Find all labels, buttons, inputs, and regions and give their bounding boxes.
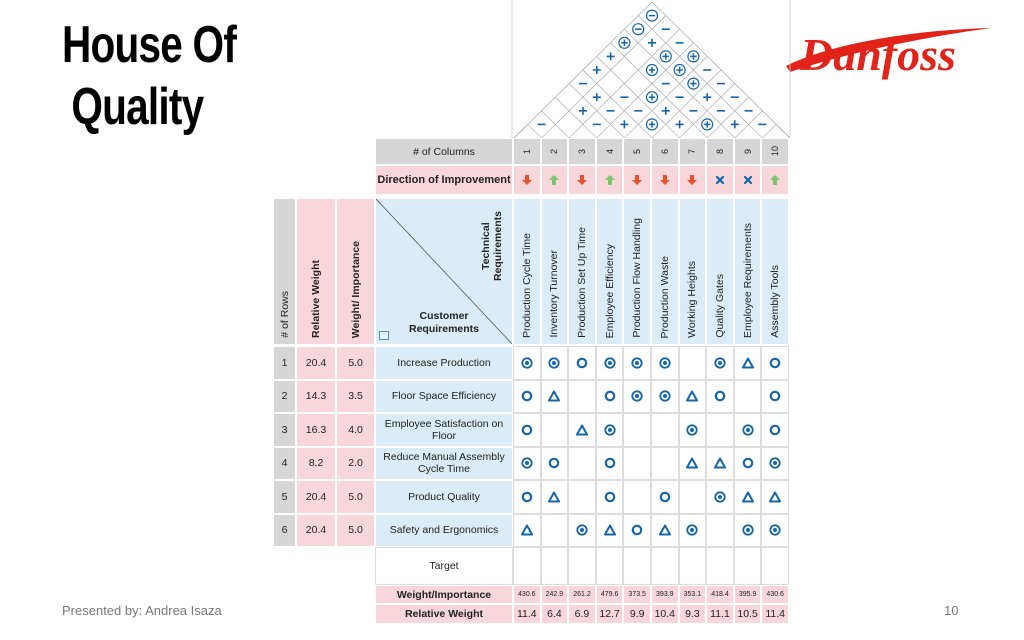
column-number bbox=[679, 138, 707, 165]
strong-relationship-icon bbox=[631, 357, 643, 369]
relationship-cell bbox=[761, 480, 789, 514]
relationship-cell bbox=[651, 413, 679, 447]
target-cell bbox=[568, 547, 596, 585]
customer-requirements-label bbox=[404, 310, 484, 336]
weak-relationship-icon bbox=[659, 524, 671, 536]
relationship-cell bbox=[761, 413, 789, 447]
medium-relationship-icon bbox=[604, 457, 616, 469]
column-weight: 395.9 bbox=[734, 585, 762, 604]
weak-relationship-icon bbox=[521, 524, 533, 536]
column-weight: 430.6 bbox=[513, 585, 541, 604]
relationship-cell bbox=[679, 413, 707, 447]
relationship-cell bbox=[596, 380, 624, 414]
relationship-cell bbox=[596, 480, 624, 514]
relationship-cell bbox=[568, 514, 596, 548]
direction-cell bbox=[541, 165, 569, 195]
direction-cell bbox=[679, 165, 707, 195]
relationship-cell bbox=[623, 447, 651, 481]
column-weight: 418.4 bbox=[706, 585, 734, 604]
house-of-quality-matrix bbox=[273, 138, 790, 624]
corner-header-cell bbox=[375, 198, 513, 345]
relationship-cell bbox=[513, 346, 541, 380]
column-relative-weight: 11.4 bbox=[761, 604, 789, 624]
column-number-label: 8 bbox=[714, 148, 725, 154]
presenter-footer: Presented by: Andrea Isaza bbox=[62, 603, 222, 618]
relationship-cell bbox=[541, 413, 569, 447]
weak-relationship-icon bbox=[742, 357, 754, 369]
row-importance: 2.0 bbox=[336, 447, 375, 481]
relationship-cell bbox=[541, 514, 569, 548]
relationship-cell bbox=[513, 514, 541, 548]
direction-cell bbox=[651, 165, 679, 195]
tech-label-1: Technical bbox=[480, 222, 492, 270]
relative-weight-row-label: Relative Weight bbox=[375, 604, 513, 624]
strong-relationship-icon bbox=[742, 424, 754, 436]
relationship-cell bbox=[568, 346, 596, 380]
technical-requirement bbox=[541, 198, 569, 345]
medium-relationship-icon bbox=[714, 390, 726, 402]
relationship-cell bbox=[623, 346, 651, 380]
strong-relationship-icon bbox=[576, 524, 588, 536]
weak-relationship-icon bbox=[742, 491, 754, 503]
column-weight: 430.6 bbox=[761, 585, 789, 604]
cust-label-2: Requirements bbox=[408, 323, 480, 335]
relationship-cell bbox=[513, 413, 541, 447]
weight-importance-header bbox=[336, 198, 375, 345]
row-number: 1 bbox=[273, 346, 296, 380]
target-cell bbox=[651, 547, 679, 585]
relationship-cell bbox=[651, 480, 679, 514]
relationship-cell bbox=[761, 346, 789, 380]
medium-relationship-icon bbox=[521, 491, 533, 503]
row-relative-weight: 20.4 bbox=[296, 346, 336, 380]
direction-cell bbox=[513, 165, 541, 195]
column-relative-weight: 10.5 bbox=[734, 604, 762, 624]
relationship-cell bbox=[706, 380, 734, 414]
target-cell bbox=[596, 547, 624, 585]
strong-relationship-icon bbox=[659, 357, 671, 369]
relationship-cell bbox=[706, 413, 734, 447]
weak-relationship-icon bbox=[686, 390, 698, 402]
arrow-down-icon bbox=[521, 174, 533, 186]
strong-relationship-icon bbox=[714, 491, 726, 503]
technical-requirement bbox=[679, 198, 707, 345]
strong-relationship-icon bbox=[686, 524, 698, 536]
relationship-cell bbox=[541, 380, 569, 414]
target-row-label: Target bbox=[375, 547, 513, 585]
relationship-cell bbox=[513, 380, 541, 414]
row-number: 5 bbox=[273, 480, 296, 514]
medium-relationship-icon bbox=[576, 357, 588, 369]
relationship-cell bbox=[706, 447, 734, 481]
technical-requirement-label: Production Cycle Time bbox=[520, 232, 533, 338]
target-cell bbox=[513, 547, 541, 585]
column-number bbox=[706, 138, 734, 165]
relationship-cell bbox=[679, 346, 707, 380]
target-cell bbox=[706, 547, 734, 585]
row-importance: 5.0 bbox=[336, 480, 375, 514]
direction-cell bbox=[706, 165, 734, 195]
row-number: 4 bbox=[273, 447, 296, 481]
technical-requirement bbox=[623, 198, 651, 345]
direction-cell bbox=[761, 165, 789, 195]
technical-requirement bbox=[568, 198, 596, 345]
medium-relationship-icon bbox=[631, 524, 643, 536]
relationship-cell bbox=[596, 346, 624, 380]
arrow-down-icon bbox=[576, 174, 588, 186]
technical-requirements-label bbox=[480, 211, 504, 281]
technical-requirement bbox=[734, 198, 762, 345]
medium-relationship-icon bbox=[604, 390, 616, 402]
cust-label-1: Customer bbox=[419, 310, 469, 322]
technical-requirement-label: Quality Gates bbox=[713, 274, 726, 338]
relationship-cell bbox=[651, 514, 679, 548]
relationship-cell bbox=[706, 346, 734, 380]
technical-requirement-label: Production Set Up Time bbox=[575, 227, 588, 338]
relationship-cell bbox=[679, 480, 707, 514]
column-number-label: 3 bbox=[576, 148, 587, 154]
technical-requirement-label: Production Flow Handling bbox=[631, 218, 644, 338]
technical-requirement bbox=[513, 198, 541, 345]
medium-relationship-icon bbox=[521, 390, 533, 402]
target-cell bbox=[623, 547, 651, 585]
relationship-cell bbox=[568, 413, 596, 447]
technical-requirement-label: Assembly Tools bbox=[769, 265, 782, 338]
relative-weight-header bbox=[296, 198, 336, 345]
relationship-cell bbox=[568, 380, 596, 414]
column-relative-weight: 12.7 bbox=[596, 604, 624, 624]
strong-relationship-icon bbox=[714, 357, 726, 369]
column-weight: 373.5 bbox=[623, 585, 651, 604]
column-number-label: 7 bbox=[687, 148, 698, 154]
title-line-2: Quality bbox=[71, 78, 204, 136]
relationship-cell bbox=[623, 380, 651, 414]
row-relative-weight: 14.3 bbox=[296, 380, 336, 414]
column-number bbox=[623, 138, 651, 165]
weak-relationship-icon bbox=[576, 424, 588, 436]
technical-requirement bbox=[651, 198, 679, 345]
column-weight: 393.9 bbox=[651, 585, 679, 604]
arrow-up-icon bbox=[548, 174, 560, 186]
strong-relationship-icon bbox=[604, 357, 616, 369]
technical-requirement bbox=[761, 198, 789, 345]
target-cell bbox=[679, 547, 707, 585]
technical-requirement-label: Employee Requirements bbox=[741, 223, 754, 338]
column-weight: 242.9 bbox=[541, 585, 569, 604]
relationship-cell bbox=[734, 480, 762, 514]
relationship-cell bbox=[623, 413, 651, 447]
medium-relationship-icon bbox=[604, 491, 616, 503]
technical-requirement-label: Production Waste bbox=[658, 255, 671, 338]
page-number: 10 bbox=[944, 603, 959, 618]
strong-relationship-icon bbox=[686, 424, 698, 436]
row-relative-weight: 20.4 bbox=[296, 514, 336, 548]
strong-relationship-icon bbox=[604, 424, 616, 436]
arrow-down-icon bbox=[631, 174, 643, 186]
direction-cell bbox=[734, 165, 762, 195]
relationship-cell bbox=[651, 447, 679, 481]
relationship-cell bbox=[513, 447, 541, 481]
relationship-cell bbox=[679, 380, 707, 414]
weak-relationship-icon bbox=[548, 491, 560, 503]
column-number-label: 2 bbox=[549, 148, 560, 154]
relationship-cell bbox=[623, 514, 651, 548]
column-number-label: 5 bbox=[632, 148, 643, 154]
customer-requirement: Product Quality bbox=[375, 480, 513, 514]
weak-relationship-icon bbox=[604, 524, 616, 536]
arrow-up-icon bbox=[604, 174, 616, 186]
customer-requirement: Safety and Ergonomics bbox=[375, 514, 513, 548]
column-number bbox=[761, 138, 789, 165]
relationship-cell bbox=[761, 447, 789, 481]
row-importance: 5.0 bbox=[336, 514, 375, 548]
weight-importance-row-label: Weight/Importance bbox=[375, 585, 513, 604]
row-relative-weight: 20.4 bbox=[296, 480, 336, 514]
num-columns-header: # of Columns bbox=[375, 138, 513, 165]
direction-cell bbox=[596, 165, 624, 195]
relationship-cell bbox=[761, 514, 789, 548]
relationship-cell bbox=[706, 514, 734, 548]
relationship-cell bbox=[651, 346, 679, 380]
relationship-cell bbox=[541, 480, 569, 514]
relationship-cell bbox=[651, 380, 679, 414]
arrow-down-icon bbox=[659, 174, 671, 186]
column-relative-weight: 11.1 bbox=[706, 604, 734, 624]
relationship-cell bbox=[734, 413, 762, 447]
technical-requirement bbox=[596, 198, 624, 345]
relationship-cell bbox=[761, 380, 789, 414]
column-weight: 353.1 bbox=[679, 585, 707, 604]
column-number-label: 10 bbox=[770, 146, 781, 157]
target-cell bbox=[541, 547, 569, 585]
column-weight: 261.2 bbox=[568, 585, 596, 604]
row-number: 3 bbox=[273, 413, 296, 447]
relationship-cell bbox=[679, 447, 707, 481]
column-relative-weight: 11.4 bbox=[513, 604, 541, 624]
slide-title bbox=[62, 14, 236, 138]
correlation-roof bbox=[510, 0, 792, 140]
direction-cell bbox=[568, 165, 596, 195]
customer-requirement: Reduce Manual Assembly Cycle Time bbox=[375, 447, 513, 481]
row-importance: 4.0 bbox=[336, 413, 375, 447]
tech-label-2: Requirements bbox=[492, 211, 504, 282]
technical-requirement-label: Inventory Turnover bbox=[548, 250, 561, 338]
column-number bbox=[541, 138, 569, 165]
strong-relationship-icon bbox=[521, 357, 533, 369]
weight-importance-header-label: Weight/ Importance bbox=[349, 240, 362, 338]
relative-weight-header-label: Relative Weight bbox=[310, 260, 322, 338]
column-relative-weight: 9.3 bbox=[679, 604, 707, 624]
relationship-cell bbox=[706, 480, 734, 514]
column-relative-weight: 10.4 bbox=[651, 604, 679, 624]
customer-requirement: Floor Space Efficiency bbox=[375, 380, 513, 414]
weak-relationship-icon bbox=[769, 491, 781, 503]
column-number bbox=[651, 138, 679, 165]
strong-relationship-icon bbox=[548, 357, 560, 369]
direction-header: Direction of Improvement bbox=[375, 165, 513, 195]
medium-relationship-icon bbox=[742, 457, 754, 469]
strong-relationship-icon bbox=[742, 524, 754, 536]
relationship-cell bbox=[734, 514, 762, 548]
weak-relationship-icon bbox=[714, 457, 726, 469]
relationship-cell bbox=[623, 480, 651, 514]
row-relative-weight: 8.2 bbox=[296, 447, 336, 481]
relationship-cell bbox=[734, 380, 762, 414]
relationship-cell bbox=[541, 447, 569, 481]
column-number bbox=[513, 138, 541, 165]
column-weight: 479.6 bbox=[596, 585, 624, 604]
logo-text: Danfoss bbox=[800, 29, 956, 80]
title-line-1: House Of bbox=[62, 16, 237, 74]
row-number: 2 bbox=[273, 380, 296, 414]
customer-requirement: Increase Production bbox=[375, 346, 513, 380]
arrow-up-icon bbox=[769, 174, 781, 186]
target-cell bbox=[761, 547, 789, 585]
rows-count-header-label: # of Rows bbox=[278, 291, 291, 338]
target-x-icon bbox=[742, 174, 754, 186]
row-number: 6 bbox=[273, 514, 296, 548]
strong-relationship-icon bbox=[659, 390, 671, 402]
medium-relationship-icon bbox=[659, 491, 671, 503]
technical-requirement bbox=[706, 198, 734, 345]
column-relative-weight: 9.9 bbox=[623, 604, 651, 624]
arrow-down-icon bbox=[686, 174, 698, 186]
strong-relationship-icon bbox=[769, 457, 781, 469]
column-relative-weight: 6.9 bbox=[568, 604, 596, 624]
relationship-cell bbox=[596, 514, 624, 548]
column-relative-weight: 6.4 bbox=[541, 604, 569, 624]
direction-cell bbox=[623, 165, 651, 195]
danfoss-logo bbox=[780, 8, 998, 90]
medium-relationship-icon bbox=[548, 457, 560, 469]
sort-icon[interactable] bbox=[379, 331, 389, 340]
medium-relationship-icon bbox=[769, 390, 781, 402]
column-number bbox=[568, 138, 596, 165]
column-number-label: 6 bbox=[659, 148, 670, 154]
column-number-label: 9 bbox=[742, 148, 753, 154]
technical-requirement-label: Working Heights bbox=[686, 261, 699, 338]
medium-relationship-icon bbox=[521, 424, 533, 436]
strong-relationship-icon bbox=[769, 524, 781, 536]
target-cell bbox=[734, 547, 762, 585]
strong-relationship-icon bbox=[631, 390, 643, 402]
row-importance: 5.0 bbox=[336, 346, 375, 380]
relationship-cell bbox=[541, 346, 569, 380]
technical-requirement-label: Employee Efficiency bbox=[603, 243, 616, 338]
column-number bbox=[596, 138, 624, 165]
weak-relationship-icon bbox=[548, 390, 560, 402]
relationship-cell bbox=[568, 480, 596, 514]
relationship-cell bbox=[596, 413, 624, 447]
relationship-cell bbox=[679, 514, 707, 548]
medium-relationship-icon bbox=[769, 424, 781, 436]
rows-count-header bbox=[273, 198, 296, 345]
relationship-cell bbox=[596, 447, 624, 481]
row-importance: 3.5 bbox=[336, 380, 375, 414]
medium-relationship-icon bbox=[769, 357, 781, 369]
relationship-cell bbox=[513, 480, 541, 514]
relationship-cell bbox=[568, 447, 596, 481]
strong-relationship-icon bbox=[521, 457, 533, 469]
column-number bbox=[734, 138, 762, 165]
target-x-icon bbox=[714, 174, 726, 186]
column-number-label: 1 bbox=[521, 148, 532, 154]
weak-relationship-icon bbox=[686, 457, 698, 469]
column-number-label: 4 bbox=[604, 148, 615, 154]
relationship-cell bbox=[734, 447, 762, 481]
relationship-cell bbox=[734, 346, 762, 380]
row-relative-weight: 16.3 bbox=[296, 413, 336, 447]
customer-requirement: Employee Satisfaction on Floor bbox=[375, 413, 513, 447]
